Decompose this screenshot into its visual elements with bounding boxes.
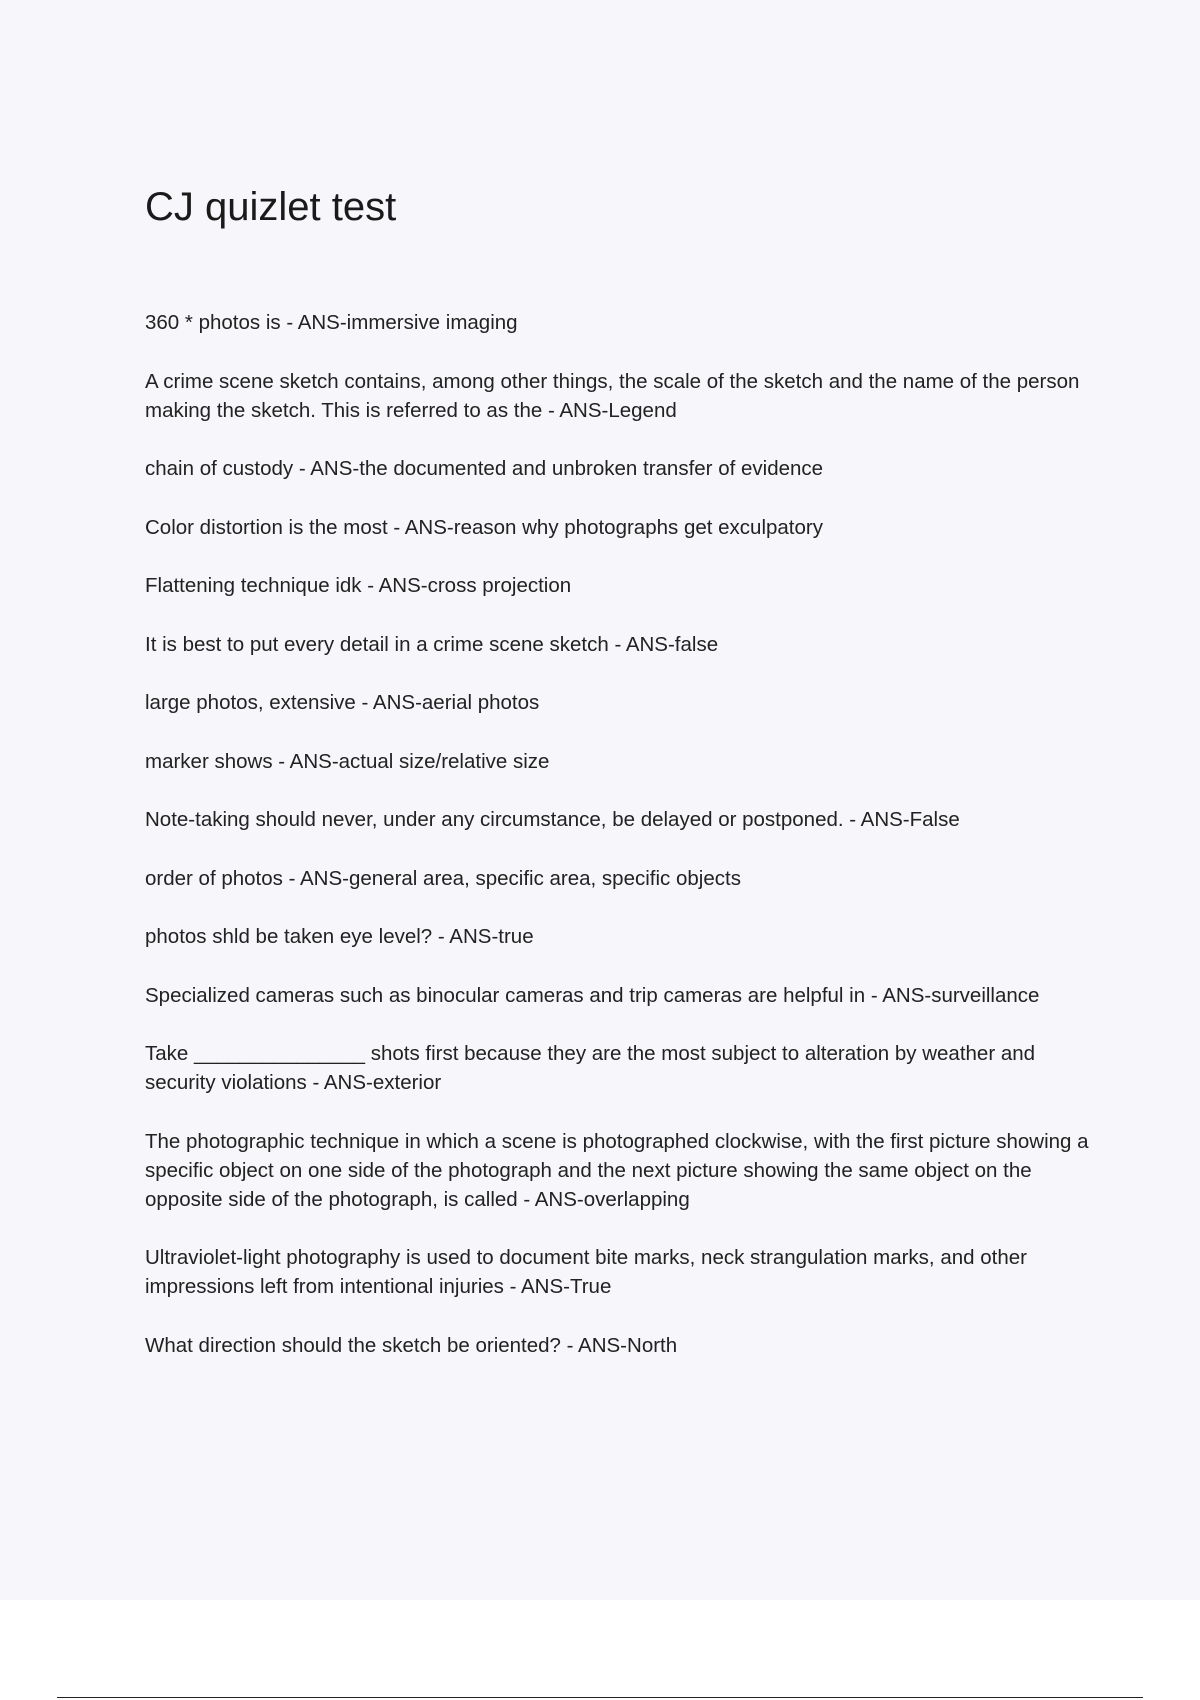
- qa-item: A crime scene sketch contains, among other things, the scale of the sketch and the name of the person making the sketch. This is referred to as the - ANS-Legend: [145, 369, 1080, 422]
- qa-list: [145, 308, 1095, 1389]
- qa-item: Flattening technique idk - ANS-cross projection: [145, 574, 572, 597]
- qa-item: What direction should the sketch be oriented? - ANS-North: [145, 1333, 678, 1357]
- qa-item: large photos, extensive - ANS-aerial photos: [145, 691, 540, 714]
- qa-item: order of photos - ANS-general area, specific area, specific objects: [145, 866, 741, 890]
- qa-item: The photographic technique in which a scene is photographed clockwise, with the first picture showing a specific object on one side of the photograph and the next picture showing the same object on the opposite side of the photograph, is called - ANS-overlapping: [145, 1129, 1089, 1211]
- qa-item: 360 * photos is - ANS-immersive imaging: [145, 311, 518, 334]
- qa-item: Ultraviolet-light photography is used to document bite marks, neck strangulation marks, and other impressions left from intentional injuries - ANS-True: [145, 1246, 1027, 1298]
- qa-item: Color distortion is the most - ANS-reason why photographs get exculpatory: [145, 515, 823, 539]
- qa-item: photos shld be taken eye level? - ANS-true: [145, 925, 534, 948]
- page-bottom-rule: [57, 1697, 1143, 1698]
- qa-item: It is best to put every detail in a crime scene sketch - ANS-false: [145, 632, 719, 656]
- qa-item: Note-taking should never, under any circumstance, be delayed or postponed. - ANS-False: [145, 808, 960, 831]
- qa-item: Specialized cameras such as binocular cameras and trip cameras are helpful in - ANS-surveillance: [145, 983, 1040, 1007]
- qa-item: chain of custody - ANS-the documented and unbroken transfer of evidence: [145, 457, 824, 480]
- qa-item: marker shows - ANS-actual size/relative size: [145, 749, 550, 773]
- qa-item: Take _______________ shots first because they are the most subject to alteration by weather and security violations - ANS-exterior: [145, 1042, 1036, 1094]
- document-title: CJ quizlet test: [145, 185, 397, 229]
